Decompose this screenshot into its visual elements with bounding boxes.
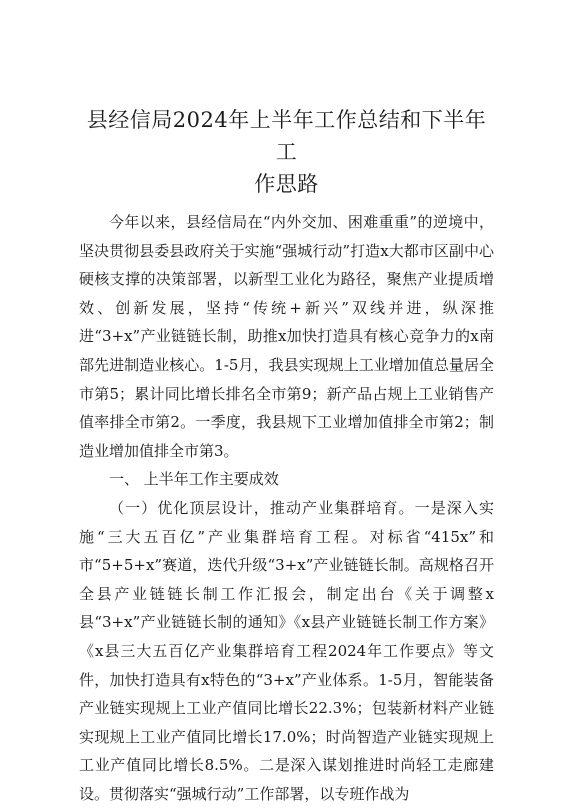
sub2-text: 贯彻落实“强城行动”工作部署，以专班作战为 [109, 784, 410, 803]
intro-paragraph: 今年以来，县经信局在“内外交加、困难重重”的逆境中，坚决贯彻县委县政府关于实施“强城行动”打造x大都市区副中心硬核支撑的决策部署，以新型工业化为路径，聚焦产业提质增效、创新发展，坚持“传统+新兴”双线并进，纵深推进“3+x”产业链链长制，助推x加快打造具有核心竞争力的x南部先进制造业核心。1-5月，我县实现规上工业增加值总量居全市第5；累计同比增长排名全市第9；新产品占规上工业销售产值率排全市第2。一季度，我县规下工业增加值排全市第2；制造业增加值排全市第3。 [79, 213, 494, 460]
para-lead: （一）优化顶层设计，推动产业集群培育。 [109, 498, 415, 517]
document-title [79, 104, 494, 200]
sub1-text: 对标省“415x”和市“5+5+x”赛道，迭代升级“3+x”产业链链长制。高规格召开全县产业链链长制工作汇报会，制定出台《关于调整x县“3+x”产业链链长制的通知》《x县产业链链长制工作方案》《x县三大五百亿产业集群培育工程2024年工作要点》等文件，加快打造具有x特色的“3+x”产业体系。1-5月，智能装备产业链实现规上工业产值同比增长22.3%；包装新材料产业链实现规上工业产值同比增长17.0%；时尚智造产业链实现规上工业产值同比增长8.5%。 [79, 527, 494, 775]
sub1-lead: 一是深入实施“三大五百亿”产业集群培育工程。 [79, 498, 494, 546]
title-line-1: 县经信局2024年上半年工作总结和下半年工 [86, 108, 487, 164]
section-heading: 一、 上半年工作主要成效 [109, 470, 279, 489]
title-line-2: 作思路 [254, 172, 319, 196]
section-paragraph [79, 494, 494, 808]
sub2-lead: 二是深入谋划推进时尚轻工走廊建设。 [79, 756, 494, 803]
